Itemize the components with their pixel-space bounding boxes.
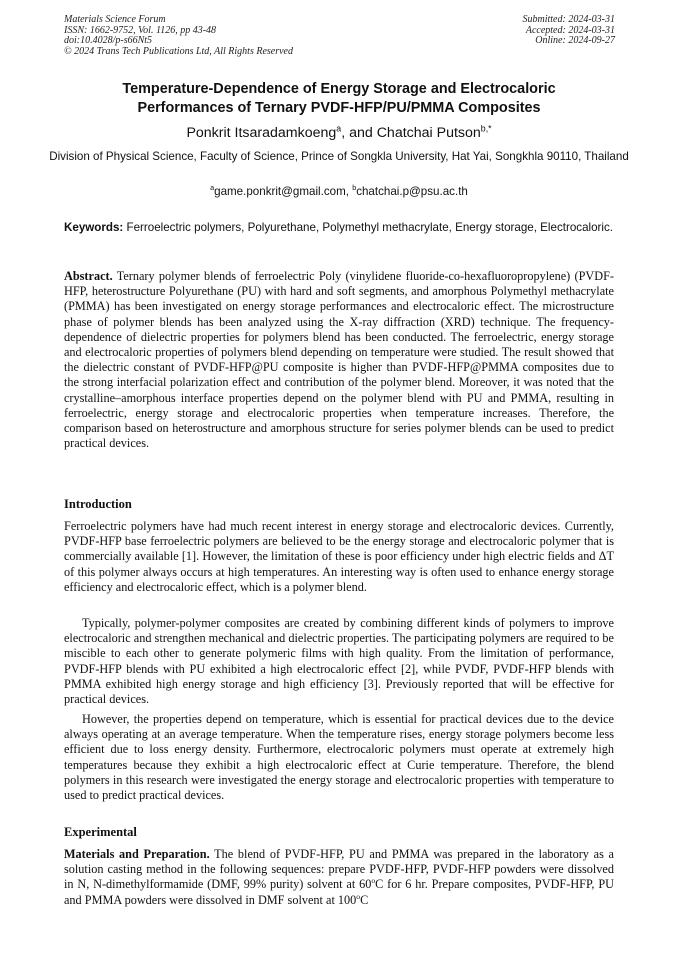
author-1: Ponkrit Itsaradamkoeng: [186, 125, 337, 141]
author-1-marker: a: [336, 123, 342, 134]
experimental-text-1: The blend of PVDF-HFP, PU and PMMA was prepared in the laboratory as a solution casting method in the following sequences: prepare PVDF-HFP, PVDF-HFP powders were dissolved in N, N-dimethylformamide (DMF, 99% purity) solvent at 60: [64, 847, 614, 892]
keywords: [64, 220, 614, 236]
keywords-text: Ferroelectric polymers, Polyurethane, Polymethyl methacrylate, Energy storage, Electrocaloric.: [123, 221, 613, 234]
email-b: chatchai.p@psu.ac.th: [356, 185, 468, 198]
journal-doi: doi:10.4028/p-s66Nt5: [64, 35, 153, 47]
degree-marker-2: o: [356, 891, 361, 901]
title-line-1: Temperature-Dependence of Energy Storage and Electrocaloric: [122, 81, 556, 97]
introduction-paragraph-3: However, the properties depend on temperature, which is essential for practical devices due to the device always operating at an average temperature. When the temperature rises, energy storage polymers become less efficient due to loss energy density. Furthermore, electrocaloric polymers must operate at extremely high temperatures because they exhibit a high electrocaloric effect at Curie temperature. Therefore, the blend polymers in this research were investigated the energy storage and electrocaloric properties with temperature to used to predict practical devices.: [64, 712, 614, 803]
abstract-label: Abstract.: [64, 269, 113, 283]
experimental-text-2: C for 6 hr. Prepare composites, PVDF-HFP, PU and PMMA powders were dissolved in DMF solvent at 100: [64, 877, 614, 907]
introduction-paragraph-2: Typically, polymer-polymer composites are created by combining different kinds of polymers to improve electrocaloric and strengthen mechanical and dielectric properties. The participating polymers are required to be miscible to each other to generate polymeric films with high quality. From the limitation of performance, PVDF-HFP blends with PU exhibited a high electrocaloric effect [2], while PVDF, PVDF-HFP blends with PMMA exhibited high energy storage and high efficiency [3]. Previously reported that will be effective for practical devices.: [64, 616, 614, 707]
paper-title: [40, 80, 638, 118]
email-a: game.ponkrit@gmail.com,: [214, 185, 353, 198]
author-2-marker: b,*: [480, 123, 492, 134]
journal-name: Materials Science Forum: [64, 14, 166, 25]
email-b-marker: b: [352, 183, 357, 193]
submitted-date: Submitted: 2024-03-31: [522, 14, 615, 25]
introduction-paragraph-1: Ferroelectric polymers have had much recent interest in energy storage and electrocaloric devices. Currently, PVDF-HFP base ferroelectric polymers are believed to be the energy storage and electrocaloric polymer that is commercially available [1]. However, the limitation of these is poor efficiency under high electric fields and ΔT of this polymer always occurs at high temperatures. An interesting way is often used to enhance energy storage efficiency and electrocaloric effect, which is a polymer blend.: [64, 519, 614, 594]
degree-marker-1: o: [371, 876, 376, 886]
journal-copyright: © 2024 Trans Tech Publications Ltd, All Rights Reserved: [64, 45, 293, 57]
abstract-text: Ternary polymer blends of ferroelectric Poly (vinylidene fluoride-co-hexafluoropropylene) (PVDF-HFP, heterostructure Polyurethane (PU) with hard and soft segments, and amorphous Polymethyl methacrylate (PMMA) has been investigated on energy storage performances and electrocaloric effect. The microstructure phase of polymer blends has been analyzed using the X-ray diffraction (XRD) technique. The frequency-dependence of dielectric properties for polymers blend has been conducted. The ferroelectric, energy storage and electrocaloric properties of polymers blend depending on temperature were studied. The result showed that the dielectric constant of PVDF-HFP@PU composite is higher than PVDF-HFP@PMMA composites due to the strong interfacial polarization effect and contribution of the polymer blend. Moreover, it was noted that the crystalline–amorphous interface properties depend on the polymer blend with PU and PMMA, resulting in ferroelectric, energy storage and electrocaloric properties when temperature increases. Therefore, the comparison based on heterostructure and amorphous structure for series polymer blends can be used to predict practical devices.: [64, 269, 614, 451]
abstract: [64, 269, 614, 451]
publication-dates: [523, 15, 616, 47]
introduction-heading: Introduction: [64, 497, 132, 511]
experimental-text-3: C: [360, 892, 369, 907]
affiliation: Division of Physical Science, Faculty of Science, Prince of Songkla University, Hat Yai, Songkhla 90110, Thailand: [49, 150, 629, 163]
journal-info: [64, 15, 293, 57]
accepted-date: Accepted: 2024-03-31: [525, 24, 615, 36]
keywords-label: Keywords:: [64, 221, 124, 234]
email-a-marker: a: [210, 183, 215, 193]
journal-issn: ISSN: 1662-9752, Vol. 1126, pp 43-48: [64, 24, 217, 36]
online-date: Online: 2024-09-27: [535, 35, 615, 47]
experimental-heading: Experimental: [64, 825, 137, 839]
experimental-paragraph: [64, 847, 614, 908]
author-emails: [40, 184, 638, 200]
author-2: Chatchai Putson: [376, 125, 481, 141]
title-line-2: Performances of Ternary PVDF-HFP/PU/PMMA Composites: [137, 100, 541, 116]
author-connector: , and: [341, 125, 377, 141]
materials-preparation-label: Materials and Preparation.: [64, 847, 210, 861]
author-list: [40, 124, 638, 142]
